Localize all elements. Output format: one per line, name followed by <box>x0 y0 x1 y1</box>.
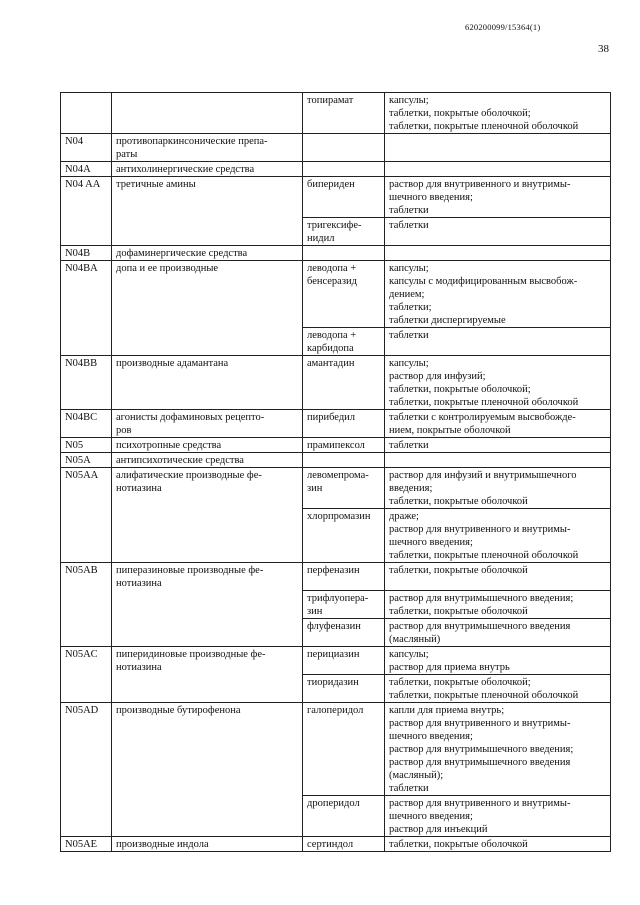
drug-name-cell <box>303 795 385 836</box>
group-name-cell <box>112 468 303 509</box>
group-name-cell <box>112 177 303 218</box>
dosage-forms-line: таблетки <box>389 330 429 341</box>
dosage-forms-cell <box>385 328 611 356</box>
atc-code-cell <box>61 134 112 162</box>
drug-name-cell <box>303 162 385 177</box>
group-name-line: пиперидиновые производные фе- <box>116 648 266 660</box>
atc-code: N05AB <box>65 565 98 576</box>
dosage-forms-line: раствор для внутримышечного введения <box>389 620 571 632</box>
group-name-cell <box>112 590 303 618</box>
table-row <box>61 646 611 674</box>
group-name-cell <box>112 674 303 702</box>
dosage-forms-line: таблетки диспергируемые <box>389 315 506 326</box>
atc-code-cell <box>61 218 112 246</box>
dosage-forms-cell <box>385 590 611 618</box>
atc-code-cell <box>61 438 112 453</box>
table-row <box>61 674 611 702</box>
drug-name-line: нидил <box>307 233 335 244</box>
dosage-forms-line: раствор для инфузий и внутримышечного <box>389 470 577 481</box>
table-body <box>61 93 611 852</box>
drug-name-cell <box>303 836 385 851</box>
table-row <box>61 356 611 410</box>
atc-code: N05AE <box>65 838 98 850</box>
dosage-forms-line: раствор для инъекций <box>389 823 488 835</box>
group-name-cell <box>112 328 303 356</box>
dosage-forms-line: дением; <box>389 289 425 300</box>
atc-code: N04BA <box>65 263 98 274</box>
group-name-line: третичные амины <box>116 179 196 190</box>
dosage-forms-line: раствор для внутримышечного введения; <box>389 592 574 604</box>
dosage-forms-cell <box>385 618 611 646</box>
group-name-cell <box>112 795 303 836</box>
dosage-forms-cell <box>385 438 611 453</box>
group-name-cell <box>112 646 303 674</box>
atc-code-cell <box>61 646 112 674</box>
dosage-forms-line: раствор для инфузий; <box>389 371 486 382</box>
drug-name-cell <box>303 509 385 563</box>
group-name-line: допа и ее производные <box>116 263 219 274</box>
drug-name-cell <box>303 563 385 591</box>
group-name-cell <box>112 410 303 438</box>
dosage-forms-line: раствор для приема внутрь <box>389 661 510 673</box>
drug-name-cell <box>303 93 385 134</box>
dosage-forms-line: таблетки <box>389 782 429 794</box>
atc-code: N05AA <box>65 470 99 481</box>
drug-name-line: пирибедил <box>307 412 356 423</box>
dosage-forms-cell <box>385 134 611 162</box>
dosage-forms-line: раствор для внутримышечного введения <box>389 756 571 768</box>
group-name-cell <box>112 702 303 795</box>
atc-code-cell <box>61 453 112 468</box>
dosage-forms-line: таблетки, покрытые оболочкой; <box>389 108 531 119</box>
document-id: 620200099/15364(1) <box>465 22 541 32</box>
dosage-forms-line: таблетки <box>389 440 429 451</box>
table-row <box>61 563 611 591</box>
atc-code-cell <box>61 836 112 851</box>
group-name-line: психотропные средства <box>116 440 222 451</box>
atc-code-cell <box>61 795 112 836</box>
atc-code-cell <box>61 328 112 356</box>
dosage-forms-line: шечного введения; <box>389 730 473 742</box>
dosage-forms-line: таблетки, покрытые оболочкой <box>389 605 528 617</box>
dosage-forms-cell <box>385 356 611 410</box>
dosage-forms-line: таблетки, покрытые оболочкой <box>389 496 528 507</box>
group-name-line: антихолинергические средства <box>116 164 255 175</box>
atc-code-cell <box>61 93 112 134</box>
dosage-forms-cell <box>385 162 611 177</box>
dosage-forms-line: шечного введения; <box>389 537 473 548</box>
group-name-cell <box>112 93 303 134</box>
group-name-line: ров <box>116 425 132 436</box>
group-name-line: производные индола <box>116 838 209 850</box>
group-name-cell <box>112 218 303 246</box>
atc-code: N04BC <box>65 412 98 423</box>
atc-code-cell <box>61 177 112 218</box>
atc-code-cell <box>61 590 112 618</box>
dosage-forms-line: шечного введения; <box>389 192 473 203</box>
table-row <box>61 246 611 261</box>
drug-name-line: дроперидол <box>307 797 360 809</box>
drug-name-line: левомепрома- <box>307 470 369 481</box>
group-name-line: агонисты дофаминовых рецепто- <box>116 412 265 423</box>
atc-code: N05AD <box>65 704 99 716</box>
dosage-forms-line: раствор для внутривенного и внутримы- <box>389 524 571 535</box>
dosage-forms-line: таблетки <box>389 220 429 231</box>
table-row <box>61 590 611 618</box>
table-row <box>61 836 611 851</box>
dosage-forms-line: раствор для внутримышечного введения; <box>389 743 574 755</box>
group-name-line: алифатические производные фе- <box>116 470 262 481</box>
drug-name-line: бипериден <box>307 179 355 190</box>
atc-code-cell <box>61 356 112 410</box>
drug-name-line: перфеназин <box>307 565 360 576</box>
dosage-forms-line: капли для приема внутрь; <box>389 704 505 716</box>
dosage-forms-cell <box>385 261 611 328</box>
atc-code-cell <box>61 162 112 177</box>
drug-name-cell <box>303 410 385 438</box>
drug-name-line: сертиндол <box>307 838 354 850</box>
drug-name-cell <box>303 453 385 468</box>
drug-name-cell <box>303 468 385 509</box>
drug-name-line: хлорпромазин <box>307 511 371 522</box>
atc-code: N04BB <box>65 358 98 369</box>
group-name-line: противопаркинсонические препа- <box>116 136 268 147</box>
table-row <box>61 618 611 646</box>
atc-code-cell <box>61 618 112 646</box>
group-name-cell <box>112 162 303 177</box>
dosage-forms-line: капсулы; <box>389 263 429 274</box>
dosage-forms-line: капсулы с модифицированным высвобож- <box>389 276 578 287</box>
dosage-forms-line: раствор для внутривенного и внутримы- <box>389 717 571 729</box>
group-name-cell <box>112 438 303 453</box>
atc-code: N05A <box>65 455 91 466</box>
atc-code-cell <box>61 674 112 702</box>
drug-name-cell <box>303 218 385 246</box>
drug-name-line: трифлуопера- <box>307 592 369 604</box>
drug-name-line: леводопа + <box>307 263 357 274</box>
dosage-forms-line: (масляный); <box>389 769 444 781</box>
table-row <box>61 328 611 356</box>
table-row <box>61 261 611 328</box>
dosage-forms-line: нием, покрытые оболочкой <box>389 425 511 436</box>
group-name-line: пиперазиновые производные фе- <box>116 565 264 576</box>
atc-code-cell <box>61 702 112 795</box>
dosage-forms-line: таблетки, покрытые оболочкой <box>389 838 528 850</box>
group-name-cell <box>112 509 303 563</box>
atc-code: N05 <box>65 440 84 451</box>
dosage-forms-cell <box>385 93 611 134</box>
drug-name-cell <box>303 618 385 646</box>
dosage-forms-line: раствор для внутривенного и внутримы- <box>389 797 571 809</box>
atc-code-cell <box>61 563 112 591</box>
table-row <box>61 702 611 795</box>
table-row <box>61 795 611 836</box>
group-name-cell <box>112 356 303 410</box>
drug-name-line: прамипексол <box>307 440 365 451</box>
drug-name-cell <box>303 590 385 618</box>
dosage-forms-line: таблетки, покрытые оболочкой; <box>389 384 531 395</box>
group-name-line: нотиазина <box>116 483 162 494</box>
group-name-cell <box>112 618 303 646</box>
dosage-forms-line: раствор для внутривенного и внутримы- <box>389 179 571 190</box>
dosage-forms-line: таблетки <box>389 205 429 216</box>
dosage-forms-cell <box>385 177 611 218</box>
drug-name-line: перициазин <box>307 648 360 660</box>
dosage-forms-line: таблетки, покрытые оболочкой; <box>389 676 531 688</box>
drug-name-line: зин <box>307 605 323 617</box>
atc-code: N04 <box>65 136 84 147</box>
dosage-forms-line: введения; <box>389 483 433 494</box>
drug-name-cell <box>303 328 385 356</box>
dosage-forms-line: таблетки, покрытые пленочной оболочкой <box>389 397 579 408</box>
atc-code: N04A <box>65 164 91 175</box>
dosage-forms-line: таблетки, покрытые оболочкой <box>389 565 528 576</box>
group-name-line: антипсихотические средства <box>116 455 244 466</box>
dosage-forms-cell <box>385 674 611 702</box>
dosage-forms-cell <box>385 453 611 468</box>
dosage-forms-cell <box>385 795 611 836</box>
table-row <box>61 134 611 162</box>
dosage-forms-cell <box>385 836 611 851</box>
table-row <box>61 218 611 246</box>
drug-name-line: флуфеназин <box>307 620 361 632</box>
atc-code-cell <box>61 261 112 328</box>
dosage-forms-line: таблетки, покрытые пленочной оболочкой <box>389 121 579 132</box>
drug-name-cell <box>303 674 385 702</box>
atc-code-cell <box>61 410 112 438</box>
dosage-forms-cell <box>385 509 611 563</box>
dosage-forms-cell <box>385 468 611 509</box>
group-name-line: нотиазина <box>116 661 162 673</box>
group-name-line: раты <box>116 149 138 160</box>
page-number: 38 <box>598 43 609 55</box>
drug-name-line: тиоридазин <box>307 676 359 688</box>
dosage-forms-line: таблетки; <box>389 302 432 313</box>
drug-name-cell <box>303 356 385 410</box>
dosage-forms-line: таблетки с контролируемым высвобожде- <box>389 412 576 423</box>
dosage-forms-cell <box>385 563 611 591</box>
atc-code: N05AC <box>65 648 98 660</box>
table-row <box>61 177 611 218</box>
dosage-forms-cell <box>385 702 611 795</box>
drug-name-line: топирамат <box>307 95 354 106</box>
table-row <box>61 93 611 134</box>
drug-name-line: тригексифе- <box>307 220 362 231</box>
dosage-forms-line: таблетки, покрытые пленочной оболочкой <box>389 550 579 561</box>
group-name-cell <box>112 836 303 851</box>
table-row <box>61 438 611 453</box>
atc-code: N04B <box>65 248 91 259</box>
table-row <box>61 509 611 563</box>
drug-name-line: галоперидол <box>307 704 364 716</box>
table-row <box>61 453 611 468</box>
atc-code-cell <box>61 509 112 563</box>
group-name-line: производные бутирофенона <box>116 704 241 716</box>
dosage-forms-line: таблетки, покрытые пленочной оболочкой <box>389 689 579 701</box>
dosage-forms-cell <box>385 218 611 246</box>
group-name-line: дофаминергические средства <box>116 248 248 259</box>
group-name-line: нотиазина <box>116 578 162 589</box>
dosage-forms-line: капсулы; <box>389 358 429 369</box>
dosage-forms-line: капсулы; <box>389 95 429 106</box>
group-name-cell <box>112 134 303 162</box>
drug-name-line: леводопа + <box>307 330 357 341</box>
dosage-forms-line: драже; <box>389 511 419 522</box>
atc-code: N04 AA <box>65 179 101 190</box>
dosage-forms-cell <box>385 646 611 674</box>
drug-name-cell <box>303 177 385 218</box>
group-name-cell <box>112 563 303 591</box>
atc-code-cell <box>61 468 112 509</box>
drug-name-cell <box>303 246 385 261</box>
table-row <box>61 162 611 177</box>
atc-code-cell <box>61 246 112 261</box>
drug-name-line: амантадин <box>307 358 355 369</box>
drug-name-cell <box>303 702 385 795</box>
drug-name-cell <box>303 134 385 162</box>
group-name-line: производные адамантана <box>116 358 229 369</box>
group-name-cell <box>112 246 303 261</box>
drug-classification-table <box>60 92 611 852</box>
dosage-forms-line: капсулы; <box>389 648 429 660</box>
group-name-cell <box>112 453 303 468</box>
dosage-forms-line: шечного введения; <box>389 810 473 822</box>
drug-name-cell <box>303 646 385 674</box>
dosage-forms-line: (масляный) <box>389 633 441 645</box>
drug-name-cell <box>303 438 385 453</box>
drug-name-line: бенсеразид <box>307 276 357 287</box>
group-name-cell <box>112 261 303 328</box>
dosage-forms-cell <box>385 410 611 438</box>
drug-name-line: зин <box>307 483 323 494</box>
table-row <box>61 468 611 509</box>
table-row <box>61 410 611 438</box>
drug-name-line: карбидопа <box>307 343 354 354</box>
drug-name-cell <box>303 261 385 328</box>
dosage-forms-cell <box>385 246 611 261</box>
